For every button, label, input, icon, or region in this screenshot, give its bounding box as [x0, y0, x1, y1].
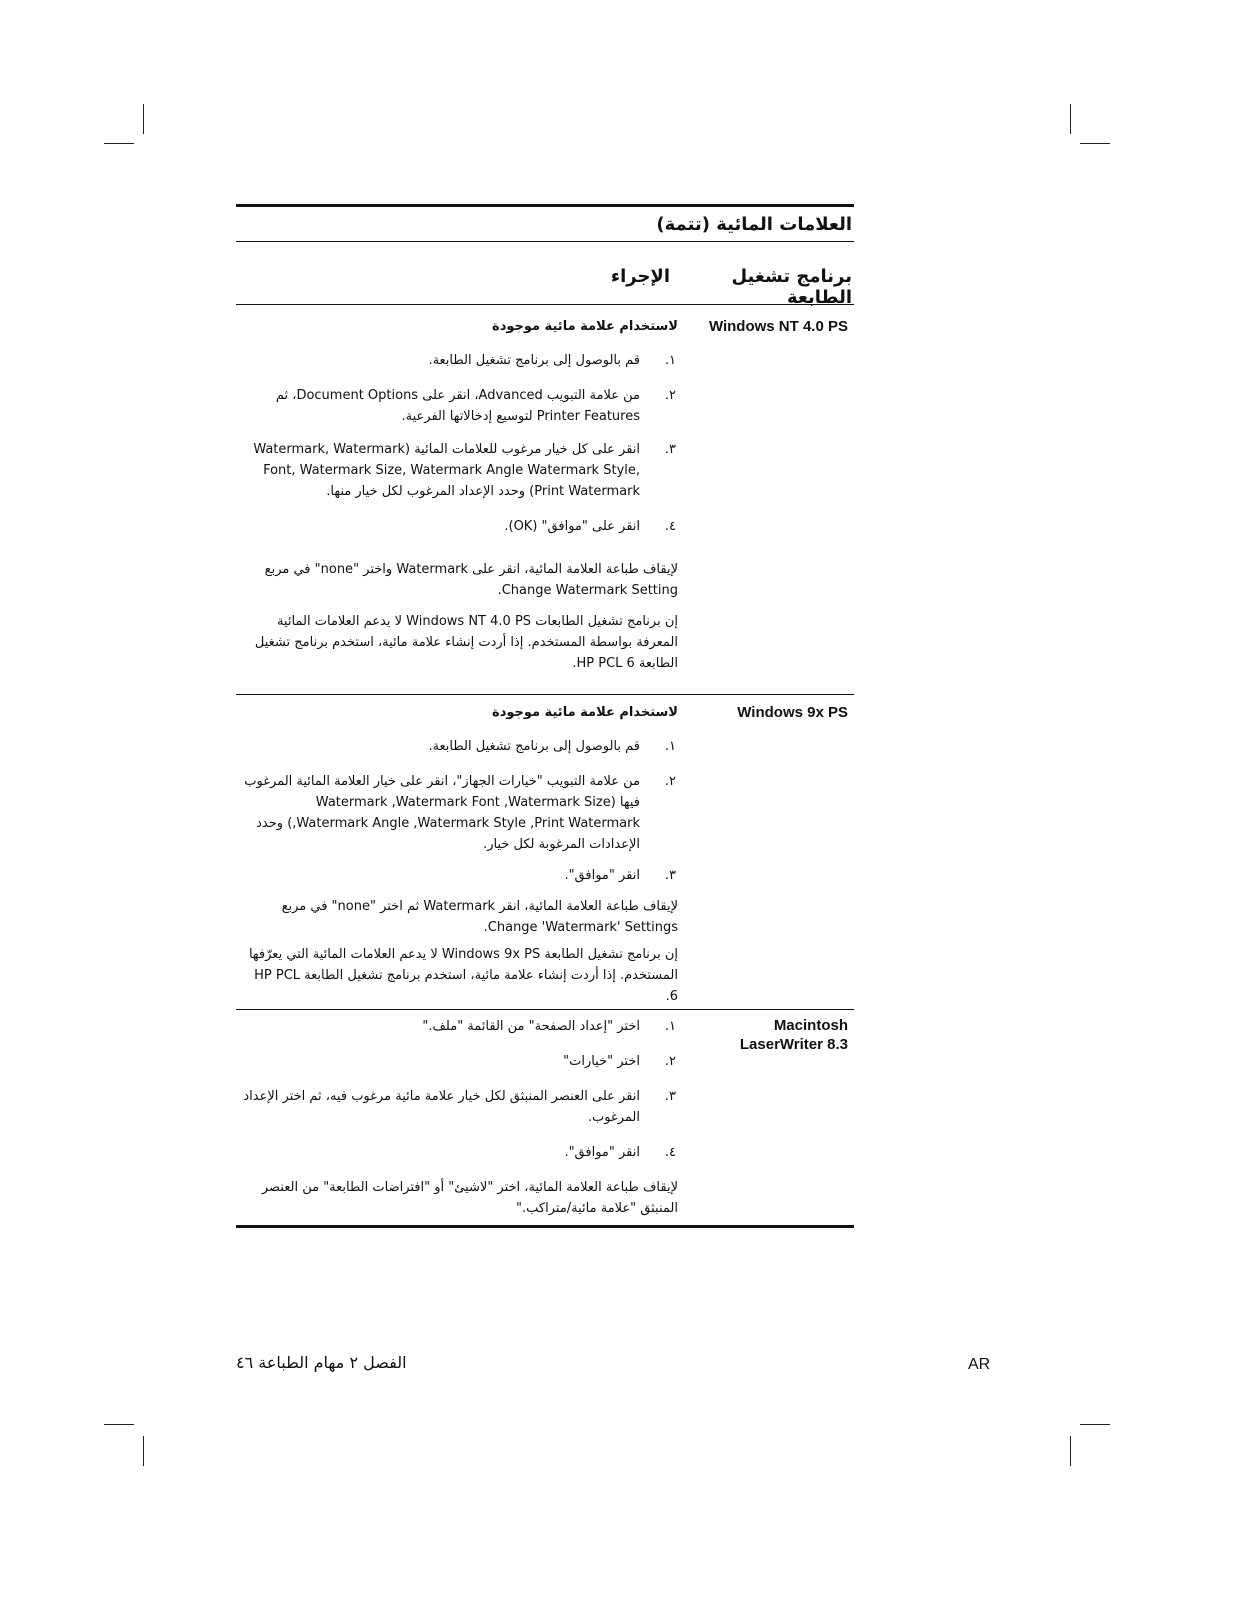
footer-language: AR [968, 1356, 991, 1373]
note: إن برنامج تشغيل الطابعات Windows NT 4.0 PS لا يدعم العلامات المائية المعرفة بواسطة المستخدم. إذا أردت إنشاء علامة مائية، استخدم برنامج تشغيل الطابعة HP PCL 6. [254, 614, 678, 671]
step-number: ٤. [664, 1145, 676, 1160]
driver-name [692, 1016, 854, 1219]
list-item [242, 736, 678, 757]
crop-mark [143, 104, 144, 134]
step-number: ٣. [664, 868, 676, 883]
list-item [242, 1142, 678, 1163]
step-text: قم بالوصول إلى برنامج تشغيل الطابعة. [428, 739, 640, 754]
header-driver: برنامج تشغيل الطابعة [731, 266, 852, 308]
procedure-cell [236, 317, 692, 674]
bottom-rule [236, 1225, 854, 1228]
step-number: ٣. [664, 1089, 676, 1104]
section-nt [236, 305, 854, 694]
crop-mark [104, 143, 134, 144]
stop-instruction: لإيقاف طباعة العلامة المائية، اختر "لاشيئ" أو "افتراضات الطابعة" من العنصر المنبثق "علامة مائية/متراكب." [261, 1180, 678, 1216]
list-item [242, 385, 678, 427]
list-item [242, 1016, 678, 1037]
step-number: ١. [664, 739, 676, 754]
stop-instruction: لإيقاف طباعة العلامة المائية، انقر Watermark ثم اختر "none" في مربع Change 'Watermark' Settings. [281, 899, 678, 935]
step-text: انقر "موافق". [564, 868, 640, 883]
list-item [242, 865, 678, 886]
step-number: ١. [664, 353, 676, 368]
note: إن برنامج تشغيل الطابعة Windows 9x PS لا يدعم العلامات المائية التي يعرّفها المستخدم. إذا أردت إنشاء علامة مائية، استخدم برنامج تشغيل الطابعة HP PCL 6. [248, 947, 678, 1004]
step-text: انقر "موافق". [564, 1145, 640, 1160]
page-title: العلامات المائية (تتمة) [656, 214, 852, 235]
list-item [242, 350, 678, 371]
step-text: انقر على العنصر المنبثق لكل خيار علامة مائية مرغوب فيه، ثم اختر الإعداد المرغوب. [243, 1089, 640, 1125]
step-text: انقر على "موافق" (OK). [504, 519, 640, 534]
driver-name-line1: Macintosh [773, 1017, 848, 1034]
crop-mark [1070, 1436, 1071, 1466]
header-procedure: الإجراء [610, 266, 670, 287]
crop-mark [143, 1436, 144, 1466]
step-text: من علامة التبويب "خيارات الجهاز"، انقر على خيار العلامة المائية المرغوب فيها (Watermark ,Watermark Font ,Watermark Size ,Watermark Angle ,Watermark Style ,Print Watermark) وحدد الإعدادات المرغوبة لكل خيار. [244, 774, 640, 852]
step-text: انقر على كل خيار مرغوب للعلامات المائية (Watermark, Watermark Font, Watermark Size, Watermark Angle Watermark Style, Print Watermark) وحدد الإعداد المرغوب لكل خيار منها. [253, 442, 640, 499]
section-mac [236, 1010, 854, 1225]
section-subtitle: لاستخدام علامة مائية موجودة [492, 319, 678, 334]
table-header [236, 242, 854, 308]
list-item [242, 516, 678, 537]
step-number: ٢. [664, 774, 676, 789]
step-number: ٢. [664, 1054, 676, 1069]
crop-mark [1080, 143, 1110, 144]
step-text: اختر "خيارات" [563, 1054, 640, 1069]
step-text: من علامة التبويب Advanced، انقر على Document Options، ثم Printer Features لتوسيع إدخالاتها الفرعية. [275, 388, 640, 424]
driver-name: Windows NT 4.0 PS [708, 318, 848, 335]
driver-name: Windows 9x PS [737, 704, 848, 721]
procedure-cell [236, 703, 692, 1007]
list-item [242, 1051, 678, 1072]
section-9x [236, 695, 854, 1009]
step-number: ١. [664, 1019, 676, 1034]
step-number: ٣. [664, 442, 676, 457]
procedure-cell [236, 1016, 692, 1219]
stop-instruction: لإيقاف طباعة العلامة المائية، انقر على Watermark واختر "none" في مربع Change Watermark Setting. [264, 562, 678, 598]
step-number: ٢. [664, 388, 676, 403]
step-text: اختر "إعداد الصفحة" من القائمة "ملف." [422, 1019, 640, 1034]
crop-mark [1070, 104, 1071, 134]
section-subtitle: لاستخدام علامة مائية موجودة [492, 705, 678, 720]
step-text: قم بالوصول إلى برنامج تشغيل الطابعة. [428, 353, 640, 368]
driver-name-line2: LaserWriter 8.3 [739, 1036, 848, 1053]
crop-mark [1080, 1424, 1110, 1425]
list-item [242, 771, 678, 855]
watermark-table [236, 204, 854, 1228]
list-item [242, 439, 678, 502]
crop-mark [104, 1424, 134, 1425]
step-number: ٤. [664, 519, 676, 534]
footer-chapter: الفصل ٢ مهام الطباعة ٤٦ [236, 1353, 407, 1372]
list-item [242, 1086, 678, 1128]
